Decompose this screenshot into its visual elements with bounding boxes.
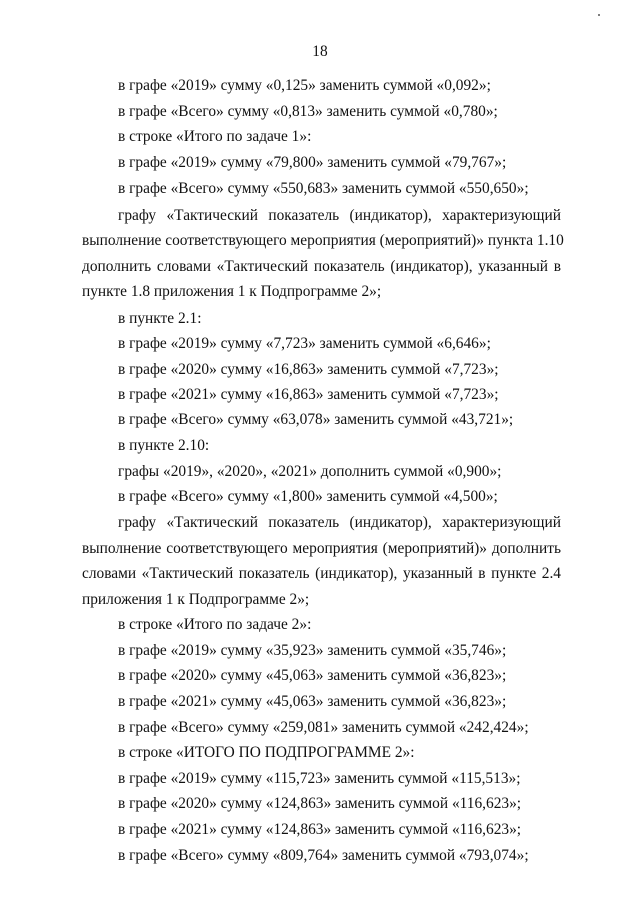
paragraph-first-line: графу «Тактический показатель (индикатор), характеризующий [118, 514, 561, 531]
paragraph-first-line: графу «Тактический показатель (индикатор), характеризующий [118, 207, 561, 224]
text-line: в графе «2021» сумму «45,063» заменить суммой «36,823»; [118, 693, 507, 710]
paragraph-last-line: пункте 1.8 приложения 1 к Подпрограмме 2»; [82, 283, 382, 300]
text-line: в графе «Всего» сумму «259,081» заменить суммой «242,424»; [118, 719, 529, 736]
paragraph-line: дополнить словами «Тактический показатель (индикатор), указанный в [82, 258, 561, 275]
paragraph-line: выполнение соответствующего мероприятия (мероприятий)» дополнить [82, 540, 561, 557]
page-number: 18 [312, 43, 328, 60]
text-line: в графе «2019» сумму «0,125» заменить суммой «0,092»; [118, 77, 491, 94]
paragraph-line: выполнение соответствующего мероприятия (мероприятий)» пункта 1.10 [82, 232, 564, 249]
paragraph-line: словами «Тактический показатель (индикатор), указанный в пункте 2.4 [82, 565, 561, 582]
text-line: графы «2019», «2020», «2021» дополнить суммой «0,900»; [118, 463, 502, 480]
text-line: в графе «2019» сумму «35,923» заменить суммой «35,746»; [118, 642, 507, 659]
text-line: в пункте 2.1: [118, 310, 202, 327]
text-line: в графе «2019» сумму «79,800» заменить суммой «79,767»; [118, 154, 507, 171]
text-line: в графе «2020» сумму «124,863» заменить суммой «116,623»; [118, 795, 522, 812]
text-line: в графе «2021» сумму «124,863» заменить суммой «116,623»; [118, 821, 522, 838]
text-line: в графе «2021» сумму «16,863» заменить суммой «7,723»; [118, 386, 499, 403]
text-line: в графе «Всего» сумму «0,813» заменить суммой «0,780»; [118, 103, 498, 120]
text-line: в графе «2019» сумму «7,723» заменить суммой «6,646»; [118, 335, 491, 352]
scan-speck [598, 14, 600, 16]
text-line: в графе «2020» сумму «16,863» заменить суммой «7,723»; [118, 361, 499, 378]
paragraph-last-line: приложения 1 к Подпрограмме 2»; [82, 591, 310, 608]
text-line: в строке «ИТОГО ПО ПОДПРОГРАММЕ 2»: [118, 744, 415, 761]
text-line: в строке «Итого по задаче 2»: [118, 616, 312, 633]
text-line: в графе «Всего» сумму «550,683» заменить суммой «550,650»; [118, 180, 529, 197]
text-line: в пункте 2.10: [118, 437, 210, 454]
text-line: в графе «2020» сумму «45,063» заменить суммой «36,823»; [118, 667, 507, 684]
text-line: в графе «Всего» сумму «809,764» заменить суммой «793,074»; [118, 847, 529, 864]
text-line: в строке «Итого по задаче 1»: [118, 128, 312, 145]
text-line: в графе «2019» сумму «115,723» заменить суммой «115,513»; [118, 770, 521, 787]
text-line: в графе «Всего» сумму «63,078» заменить суммой «43,721»; [118, 411, 514, 428]
text-line: в графе «Всего» сумму «1,800» заменить суммой «4,500»; [118, 488, 498, 505]
